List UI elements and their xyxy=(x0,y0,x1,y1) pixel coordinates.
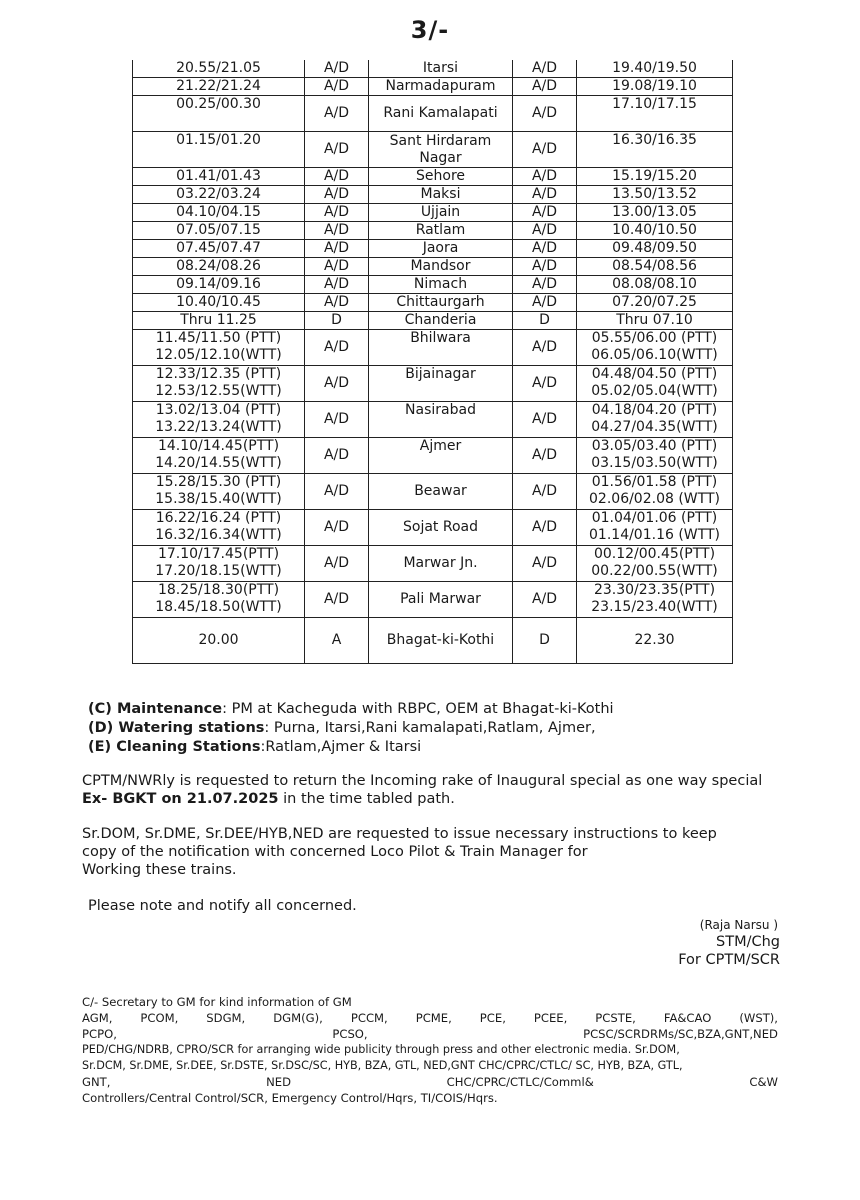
up-ad-cell xyxy=(513,60,577,78)
up-timing-cell xyxy=(577,222,733,240)
up-timing-cell-text: Thru 07.10 xyxy=(616,312,693,328)
cc-line-7: Controllers/Central Control/SCR, Emergency Control/Hqrs, TI/COIS/Hqrs. xyxy=(82,1091,498,1105)
return-rake-tail: in the time tabled path. xyxy=(278,791,455,807)
up-ad-cell xyxy=(513,330,577,366)
down-ad-cell-text: A/D xyxy=(323,375,350,391)
up-ad-cell-text: D xyxy=(539,632,550,648)
down-timing-cell-text: 14.10/14.45(PTT) xyxy=(157,438,280,454)
up-ad-cell-text: D xyxy=(539,312,550,328)
down-ad-cell-text: A/D xyxy=(323,186,350,202)
station-cell-text: Mandsor xyxy=(410,258,471,274)
up-ad-cell xyxy=(513,204,577,222)
down-ad-cell-text: A/D xyxy=(323,411,350,427)
down-ad-cell xyxy=(305,240,369,258)
notify-paragraph: Please note and notify all concerned. xyxy=(88,898,357,914)
station-cell-text: Sant Hirdaram Nagar xyxy=(389,132,492,166)
down-ad-cell xyxy=(305,474,369,510)
table-row xyxy=(133,438,733,474)
down-ad-cell-text: A/D xyxy=(323,555,350,571)
down-timing-cell-text: 12.05/12.10(WTT) xyxy=(155,347,282,363)
down-timing-cell-text: 18.45/18.50(WTT) xyxy=(155,599,282,615)
up-timing-cell-text: 03.15/03.50(WTT) xyxy=(591,455,718,471)
up-ad-cell-text: A/D xyxy=(531,555,558,571)
up-timing-cell xyxy=(577,294,733,312)
down-ad-cell xyxy=(305,582,369,618)
station-cell xyxy=(369,474,513,510)
table-row xyxy=(133,582,733,618)
station-cell xyxy=(369,186,513,204)
station-cell-text: Rani Kamalapati xyxy=(383,105,498,121)
down-timing-cell xyxy=(133,330,305,366)
table-row xyxy=(133,294,733,312)
up-timing-cell xyxy=(577,438,733,474)
up-timing-cell-text: 04.27/04.35(WTT) xyxy=(591,419,718,435)
up-ad-cell-text: A/D xyxy=(531,276,558,292)
up-timing-cell xyxy=(577,186,733,204)
up-ad-cell xyxy=(513,510,577,546)
down-ad-cell xyxy=(305,222,369,240)
down-timing-cell-text: 18.25/18.30(PTT) xyxy=(157,582,280,598)
up-ad-cell-text: A/D xyxy=(531,483,558,499)
down-ad-cell-text: D xyxy=(331,312,342,328)
down-ad-cell-text: A/D xyxy=(323,222,350,238)
table-row xyxy=(133,510,733,546)
up-timing-cell-text: 00.22/00.55(WTT) xyxy=(591,563,718,579)
station-cell xyxy=(369,582,513,618)
up-timing-cell-text: 04.18/04.20 (PTT) xyxy=(591,402,718,418)
up-ad-cell xyxy=(513,276,577,294)
table-row xyxy=(133,546,733,582)
down-timing-cell-text: 13.22/13.24(WTT) xyxy=(155,419,282,435)
station-cell xyxy=(369,222,513,240)
instructions-paragraph xyxy=(82,825,782,879)
up-ad-cell xyxy=(513,294,577,312)
up-timing-cell-text: 05.55/06.00 (PTT) xyxy=(591,330,718,346)
station-cell-text: Sehore xyxy=(416,168,465,184)
down-timing-cell xyxy=(133,186,305,204)
down-ad-cell-text: A/D xyxy=(323,105,350,121)
up-ad-cell-text: A/D xyxy=(531,186,558,202)
instructions-line-2: copy of the notification with concerned Loco Pilot & Train Manager for xyxy=(82,844,588,860)
down-timing-cell xyxy=(133,78,305,96)
down-ad-cell-text: A/D xyxy=(323,591,350,607)
up-timing-cell-text: 22.30 xyxy=(634,632,675,648)
down-ad-cell xyxy=(305,330,369,366)
station-cell-text: Bhilwara xyxy=(410,330,471,346)
up-ad-cell xyxy=(513,186,577,204)
down-timing-cell xyxy=(133,204,305,222)
station-cell-text: Narmadapuram xyxy=(385,78,496,94)
down-ad-cell xyxy=(305,204,369,222)
up-timing-cell-text: 16.30/16.35 xyxy=(612,132,697,148)
up-timing-cell-text: 19.40/19.50 xyxy=(612,60,697,76)
down-timing-cell xyxy=(133,618,305,664)
down-ad-cell xyxy=(305,276,369,294)
up-ad-cell xyxy=(513,438,577,474)
station-cell xyxy=(369,96,513,132)
down-ad-cell-text: A/D xyxy=(323,519,350,535)
up-timing-cell xyxy=(577,132,733,168)
up-ad-cell xyxy=(513,366,577,402)
up-timing-cell xyxy=(577,258,733,276)
station-cell-text: Jaora xyxy=(422,240,459,256)
station-cell xyxy=(369,204,513,222)
down-ad-cell xyxy=(305,258,369,276)
down-timing-cell-text: 15.28/15.30 (PTT) xyxy=(155,474,282,490)
table-row xyxy=(133,312,733,330)
page-number: 3/- xyxy=(410,16,450,44)
down-timing-cell-text: 09.14/09.16 xyxy=(176,276,261,292)
down-ad-cell xyxy=(305,366,369,402)
down-ad-cell xyxy=(305,96,369,132)
table-row xyxy=(133,204,733,222)
down-ad-cell xyxy=(305,510,369,546)
station-cell xyxy=(369,366,513,402)
down-timing-cell xyxy=(133,366,305,402)
station-cell-text: Chanderia xyxy=(404,312,477,328)
up-timing-cell xyxy=(577,510,733,546)
down-ad-cell-text: A/D xyxy=(323,483,350,499)
down-ad-cell-text: A/D xyxy=(323,258,350,274)
cc-line-2: AGM, PCOM, SDGM, DGM(G), PCCM, PCME, PCE, PCEE, PCSTE, FA&CAO (WST), xyxy=(82,1011,778,1025)
station-cell xyxy=(369,240,513,258)
watering-note xyxy=(88,719,596,738)
up-timing-cell-text: 07.20/07.25 xyxy=(612,294,697,310)
up-ad-cell xyxy=(513,78,577,96)
down-ad-cell xyxy=(305,294,369,312)
station-cell xyxy=(369,546,513,582)
down-timing-cell xyxy=(133,402,305,438)
down-ad-cell-text: A/D xyxy=(323,240,350,256)
station-cell xyxy=(369,132,513,168)
up-ad-cell-text: A/D xyxy=(531,375,558,391)
table-row xyxy=(133,186,733,204)
down-ad-cell-text: A/D xyxy=(323,294,350,310)
signatory-designation: STM/Chg xyxy=(716,934,780,950)
up-timing-cell-text: 15.19/15.20 xyxy=(612,168,697,184)
table-row xyxy=(133,366,733,402)
down-ad-cell-text: A/D xyxy=(323,168,350,184)
up-timing-cell xyxy=(577,582,733,618)
down-timing-cell-text: 12.53/12.55(WTT) xyxy=(155,383,282,399)
down-ad-cell xyxy=(305,78,369,96)
up-timing-cell xyxy=(577,402,733,438)
down-timing-cell-text: 20.55/21.05 xyxy=(176,60,261,76)
down-timing-cell xyxy=(133,240,305,258)
up-timing-cell xyxy=(577,474,733,510)
up-timing-cell-text: 01.04/01.06 (PTT) xyxy=(591,510,718,526)
down-ad-cell xyxy=(305,60,369,78)
down-timing-cell xyxy=(133,276,305,294)
down-ad-cell xyxy=(305,438,369,474)
up-timing-cell-text: 09.48/09.50 xyxy=(612,240,697,256)
up-timing-cell xyxy=(577,96,733,132)
table-row xyxy=(133,60,733,78)
station-cell xyxy=(369,168,513,186)
up-ad-cell xyxy=(513,96,577,132)
down-timing-cell xyxy=(133,312,305,330)
down-timing-cell-text: 17.10/17.45(PTT) xyxy=(157,546,280,562)
up-timing-cell-text: 05.02/05.04(WTT) xyxy=(591,383,718,399)
return-rake-date: Ex- BGKT on 21.07.2025 xyxy=(82,791,279,807)
up-timing-cell xyxy=(577,276,733,294)
down-timing-cell-text: 12.33/12.35 (PTT) xyxy=(155,366,282,382)
instructions-line-1: Sr.DOM, Sr.DME, Sr.DEE/HYB,NED are requested to issue necessary instructions to keep xyxy=(82,826,717,842)
up-timing-cell xyxy=(577,60,733,78)
up-timing-cell-text: 01.56/01.58 (PTT) xyxy=(591,474,718,490)
up-ad-cell xyxy=(513,582,577,618)
cc-line-6: GNT, NED CHC/CPRC/CTLC/Comml& C&W xyxy=(82,1075,778,1089)
down-timing-cell-text: 10.40/10.45 xyxy=(176,294,261,310)
station-cell xyxy=(369,276,513,294)
station-cell xyxy=(369,402,513,438)
table-row xyxy=(133,402,733,438)
down-ad-cell-text: A/D xyxy=(323,447,350,463)
up-timing-cell xyxy=(577,330,733,366)
down-timing-cell-text: 08.24/08.26 xyxy=(176,258,261,274)
down-timing-cell-text: 17.20/18.15(WTT) xyxy=(155,563,282,579)
table-row xyxy=(133,78,733,96)
station-cell-text: Marwar Jn. xyxy=(403,555,478,571)
cc-line-1: C/- Secretary to GM for kind information of GM xyxy=(82,995,352,1009)
up-timing-cell-text: 08.54/08.56 xyxy=(612,258,697,274)
up-ad-cell-text: A/D xyxy=(531,258,558,274)
down-ad-cell xyxy=(305,402,369,438)
up-timing-cell xyxy=(577,168,733,186)
station-cell-text: Itarsi xyxy=(422,60,459,76)
down-timing-cell-text: 04.10/04.15 xyxy=(176,204,261,220)
up-timing-cell xyxy=(577,618,733,664)
down-timing-cell-text: 01.41/01.43 xyxy=(176,168,261,184)
down-timing-cell-text: 15.38/15.40(WTT) xyxy=(155,491,282,507)
down-timing-cell-text: 01.15/01.20 xyxy=(176,132,261,148)
down-ad-cell xyxy=(305,546,369,582)
up-ad-cell-text: A/D xyxy=(531,60,558,76)
copy-to-list xyxy=(82,994,778,1106)
up-timing-cell-text: 00.12/00.45(PTT) xyxy=(593,546,716,562)
station-cell-text: Ujjain xyxy=(420,204,461,220)
station-cell-text: Beawar xyxy=(414,483,467,499)
down-timing-cell xyxy=(133,96,305,132)
down-ad-cell xyxy=(305,618,369,664)
up-timing-cell-text: 03.05/03.40 (PTT) xyxy=(591,438,718,454)
up-timing-cell-text: 02.06/02.08 (WTT) xyxy=(589,491,720,507)
cleaning-text: :Ratlam,Ajmer & Itarsi xyxy=(260,739,422,755)
cc-line-5: Sr.DCM, Sr.DME, Sr.DEE, Sr.DSTE, Sr.DSC/SC, HYB, BZA, GTL, NED,GNT CHC/CPRC/CTLC/ SC, HYB, BZA, GTL, xyxy=(82,1059,683,1072)
maintenance-label: (C) Maintenance xyxy=(88,701,223,717)
up-timing-cell xyxy=(577,312,733,330)
up-ad-cell-text: A/D xyxy=(531,168,558,184)
down-timing-cell xyxy=(133,132,305,168)
up-timing-cell-text: 06.05/06.10(WTT) xyxy=(591,347,718,363)
down-timing-cell xyxy=(133,438,305,474)
table-row xyxy=(133,330,733,366)
table-row xyxy=(133,222,733,240)
instructions-line-3: Working these trains. xyxy=(82,862,237,878)
up-ad-cell-text: A/D xyxy=(531,447,558,463)
down-ad-cell-text: A xyxy=(331,632,342,648)
up-ad-cell-text: A/D xyxy=(531,204,558,220)
up-timing-cell-text: 13.50/13.52 xyxy=(612,186,697,202)
station-cell-text: Chittaurgarh xyxy=(396,294,485,310)
station-cell-text: Bhagat-ki-Kothi xyxy=(386,632,495,648)
cleaning-label: (E) Cleaning Stations xyxy=(88,739,261,755)
down-timing-cell-text: 21.22/21.24 xyxy=(176,78,261,94)
signatory-name: (Raja Narsu ) xyxy=(699,918,778,932)
up-timing-cell-text: 23.30/23.35(PTT) xyxy=(593,582,716,598)
signatory-for: For CPTM/SCR xyxy=(678,952,780,968)
up-ad-cell-text: A/D xyxy=(531,240,558,256)
up-timing-cell xyxy=(577,240,733,258)
up-timing-cell-text: 23.15/23.40(WTT) xyxy=(591,599,718,615)
up-ad-cell-text: A/D xyxy=(531,294,558,310)
up-timing-cell xyxy=(577,204,733,222)
up-ad-cell xyxy=(513,312,577,330)
down-timing-cell xyxy=(133,582,305,618)
maintenance-text: : PM at Kacheguda with RBPC, OEM at Bhagat-ki-Kothi xyxy=(222,701,614,717)
down-ad-cell xyxy=(305,312,369,330)
down-ad-cell xyxy=(305,168,369,186)
up-ad-cell xyxy=(513,222,577,240)
watering-text: : Purna, Itarsi,Rani kamalapati,Ratlam, Ajmer, xyxy=(264,720,596,736)
up-timing-cell xyxy=(577,546,733,582)
maintenance-note xyxy=(88,700,614,719)
down-timing-cell-text: 20.00 xyxy=(198,632,239,648)
table-row xyxy=(133,276,733,294)
cc-line-4: PED/CHG/NDRB, CPRO/SCR for arranging wide publicity through press and other electronic media. Sr.DOM, xyxy=(82,1043,680,1056)
station-cell xyxy=(369,312,513,330)
down-ad-cell-text: A/D xyxy=(323,60,350,76)
table-row xyxy=(133,132,733,168)
up-timing-cell-text: 17.10/17.15 xyxy=(612,96,697,112)
station-cell xyxy=(369,60,513,78)
down-ad-cell xyxy=(305,186,369,204)
station-cell xyxy=(369,438,513,474)
down-timing-cell xyxy=(133,474,305,510)
down-timing-cell xyxy=(133,546,305,582)
down-timing-cell-text: 03.22/03.24 xyxy=(176,186,261,202)
down-ad-cell-text: A/D xyxy=(323,141,350,157)
station-cell-text: Nimach xyxy=(413,276,468,292)
up-ad-cell-text: A/D xyxy=(531,105,558,121)
down-timing-cell xyxy=(133,60,305,78)
up-ad-cell xyxy=(513,618,577,664)
station-cell xyxy=(369,510,513,546)
up-ad-cell xyxy=(513,402,577,438)
down-timing-cell-text: 16.32/16.34(WTT) xyxy=(155,527,282,543)
down-timing-cell-text: Thru 11.25 xyxy=(180,312,257,328)
station-cell-text: Ratlam xyxy=(415,222,466,238)
up-ad-cell-text: A/D xyxy=(531,78,558,94)
down-timing-cell-text: 07.45/07.47 xyxy=(176,240,261,256)
up-ad-cell-text: A/D xyxy=(531,519,558,535)
down-timing-cell xyxy=(133,510,305,546)
watering-label: (D) Watering stations xyxy=(88,720,265,736)
up-timing-cell-text: 10.40/10.50 xyxy=(612,222,697,238)
down-timing-cell-text: 11.45/11.50 (PTT) xyxy=(155,330,282,346)
down-ad-cell xyxy=(305,132,369,168)
station-cell xyxy=(369,330,513,366)
table-row xyxy=(133,618,733,664)
up-timing-cell-text: 13.00/13.05 xyxy=(612,204,697,220)
station-cell-text: Bijainagar xyxy=(405,366,476,382)
station-cell xyxy=(369,78,513,96)
up-timing-cell-text: 08.08/08.10 xyxy=(612,276,697,292)
down-timing-cell-text: 13.02/13.04 (PTT) xyxy=(155,402,282,418)
up-ad-cell xyxy=(513,240,577,258)
up-ad-cell xyxy=(513,168,577,186)
down-timing-cell-text: 14.20/14.55(WTT) xyxy=(155,455,282,471)
down-ad-cell-text: A/D xyxy=(323,78,350,94)
up-ad-cell xyxy=(513,132,577,168)
return-rake-text: CPTM/NWRly is requested to return the Incoming rake of Inaugural special as one way special xyxy=(82,773,763,789)
up-timing-cell-text: 04.48/04.50 (PTT) xyxy=(591,366,718,382)
return-rake-paragraph xyxy=(82,772,782,808)
table-row xyxy=(133,96,733,132)
up-timing-cell xyxy=(577,366,733,402)
table-row xyxy=(133,474,733,510)
up-ad-cell xyxy=(513,474,577,510)
down-timing-cell xyxy=(133,258,305,276)
station-cell xyxy=(369,258,513,276)
up-timing-cell xyxy=(577,78,733,96)
station-cell xyxy=(369,618,513,664)
up-timing-cell-text: 19.08/19.10 xyxy=(612,78,697,94)
station-cell-text: Nasirabad xyxy=(405,402,476,418)
cc-line-3: PCPO, PCSO, PCSC/SCRDRMs/SC,BZA,GNT,NED xyxy=(82,1027,778,1041)
up-ad-cell-text: A/D xyxy=(531,411,558,427)
cleaning-note xyxy=(88,738,421,757)
down-timing-cell xyxy=(133,294,305,312)
down-timing-cell-text: 16.22/16.24 (PTT) xyxy=(155,510,282,526)
up-ad-cell xyxy=(513,258,577,276)
timetable xyxy=(132,60,733,664)
station-cell-text: Sojat Road xyxy=(403,519,478,535)
table-row xyxy=(133,240,733,258)
up-ad-cell-text: A/D xyxy=(531,339,558,355)
up-ad-cell-text: A/D xyxy=(531,591,558,607)
up-ad-cell xyxy=(513,546,577,582)
down-timing-cell xyxy=(133,222,305,240)
station-cell-text: Maksi xyxy=(420,186,461,202)
down-timing-cell xyxy=(133,168,305,186)
up-ad-cell-text: A/D xyxy=(531,222,558,238)
table-row xyxy=(133,258,733,276)
down-timing-cell-text: 07.05/07.15 xyxy=(176,222,261,238)
up-ad-cell-text: A/D xyxy=(531,141,558,157)
down-timing-cell-text: 00.25/00.30 xyxy=(176,96,261,112)
station-cell-text: Pali Marwar xyxy=(400,591,481,607)
table-row xyxy=(133,168,733,186)
down-ad-cell-text: A/D xyxy=(323,276,350,292)
down-ad-cell-text: A/D xyxy=(323,204,350,220)
down-ad-cell-text: A/D xyxy=(323,339,350,355)
up-timing-cell-text: 01.14/01.16 (WTT) xyxy=(589,527,720,543)
station-cell-text: Ajmer xyxy=(419,438,462,454)
station-cell xyxy=(369,294,513,312)
